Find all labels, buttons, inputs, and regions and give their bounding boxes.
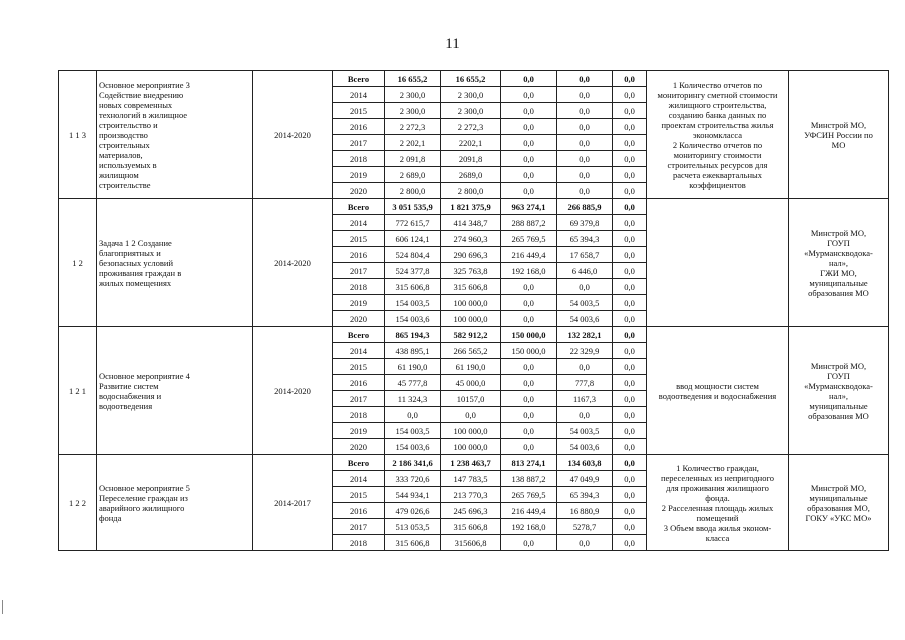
value-cell-c1: 2 300,0 bbox=[385, 87, 441, 103]
value-cell-c5: 0,0 bbox=[613, 279, 647, 295]
table-row bbox=[59, 199, 889, 215]
item-number: 1 2 2 bbox=[59, 455, 97, 551]
indicators-cell bbox=[647, 327, 789, 455]
item-name-line: Содействие внедрению bbox=[99, 89, 184, 100]
indicator-line: жилищного строительства, bbox=[668, 99, 767, 110]
year-cell: Всего bbox=[333, 199, 385, 215]
value-cell-c4: 54 003,5 bbox=[557, 295, 613, 311]
value-cell-c4: 54 003,6 bbox=[557, 439, 613, 455]
value-cell-c3: 0,0 bbox=[501, 87, 557, 103]
item-name-line: проживания граждан в bbox=[99, 267, 182, 278]
value-cell-c3: 150 000,0 bbox=[501, 327, 557, 343]
year-cell: 2018 bbox=[333, 407, 385, 423]
item-name-line: аварийного жилищного bbox=[99, 502, 185, 513]
executor-line: ГЖИ МО, bbox=[820, 267, 857, 278]
indicator-line: коэффициентов bbox=[689, 179, 746, 190]
item-period: 2014-2020 bbox=[253, 71, 333, 199]
table-row bbox=[59, 327, 889, 343]
item-name bbox=[97, 327, 253, 455]
value-cell-c1: 2 300,0 bbox=[385, 103, 441, 119]
table-row bbox=[59, 455, 889, 471]
item-name-line: технологий в жилищное bbox=[99, 109, 188, 120]
value-cell-c3: 0,0 bbox=[501, 311, 557, 327]
value-cell-c5: 0,0 bbox=[613, 311, 647, 327]
year-cell: 2018 bbox=[333, 151, 385, 167]
value-cell-c1: 479 026,6 bbox=[385, 503, 441, 519]
value-cell-c5: 0,0 bbox=[613, 119, 647, 135]
item-name bbox=[97, 455, 253, 551]
value-cell-c4: 0,0 bbox=[557, 135, 613, 151]
value-cell-c5: 0,0 bbox=[613, 263, 647, 279]
value-cell-c4: 266 885,9 bbox=[557, 199, 613, 215]
value-cell-c5: 0,0 bbox=[613, 183, 647, 199]
value-cell-c4: 54 003,5 bbox=[557, 423, 613, 439]
value-cell-c2: 100 000,0 bbox=[441, 295, 501, 311]
value-cell-c5: 0,0 bbox=[613, 487, 647, 503]
value-cell-c3: 150 000,0 bbox=[501, 343, 557, 359]
item-name-line: водоотведения bbox=[99, 400, 153, 411]
item-name-line: жилых помещениях bbox=[99, 277, 172, 288]
year-cell: 2020 bbox=[333, 183, 385, 199]
value-cell-c2: 245 696,3 bbox=[441, 503, 501, 519]
value-cell-c2: 1 238 463,7 bbox=[441, 455, 501, 471]
value-cell-c1: 16 655,2 bbox=[385, 71, 441, 87]
value-cell-c1: 154 003,5 bbox=[385, 423, 441, 439]
value-cell-c1: 513 053,5 bbox=[385, 519, 441, 535]
value-cell-c2: 582 912,2 bbox=[441, 327, 501, 343]
value-cell-c2: 2202,1 bbox=[441, 135, 501, 151]
indicators-cell bbox=[647, 71, 789, 199]
item-period: 2014-2020 bbox=[253, 199, 333, 327]
value-cell-c3: 0,0 bbox=[501, 375, 557, 391]
item-number: 1 2 1 bbox=[59, 327, 97, 455]
value-cell-c4: 0,0 bbox=[557, 535, 613, 551]
value-cell-c3: 0,0 bbox=[501, 407, 557, 423]
value-cell-c1: 772 615,7 bbox=[385, 215, 441, 231]
item-name-line: благоприятных и bbox=[99, 247, 161, 258]
value-cell-c3: 265 769,5 bbox=[501, 487, 557, 503]
value-cell-c5: 0,0 bbox=[613, 519, 647, 535]
executor-line: Минстрой МО, bbox=[810, 360, 867, 371]
table-body bbox=[59, 71, 889, 551]
indicator-line: 2 Расселенная площадь жилых bbox=[661, 502, 774, 513]
value-cell-c3: 265 769,5 bbox=[501, 231, 557, 247]
value-cell-c4: 134 603,8 bbox=[557, 455, 613, 471]
item-number: 1 2 bbox=[59, 199, 97, 327]
value-cell-c5: 0,0 bbox=[613, 359, 647, 375]
value-cell-c3: 0,0 bbox=[501, 423, 557, 439]
value-cell-c4: 0,0 bbox=[557, 359, 613, 375]
value-cell-c1: 2 272,3 bbox=[385, 119, 441, 135]
value-cell-c5: 0,0 bbox=[613, 87, 647, 103]
value-cell-c4: 5278,7 bbox=[557, 519, 613, 535]
executors-cell bbox=[789, 199, 889, 327]
year-cell: 2016 bbox=[333, 247, 385, 263]
value-cell-c2: 100 000,0 bbox=[441, 423, 501, 439]
indicator-line: переселенных из непригодного bbox=[660, 472, 775, 483]
indicator-line: мониторингу сметной стоимости bbox=[657, 89, 778, 100]
value-cell-c1: 3 051 535,9 bbox=[385, 199, 441, 215]
value-cell-c3: 0,0 bbox=[501, 71, 557, 87]
item-name-line: водоснабжения и bbox=[99, 390, 162, 401]
value-cell-c1: 2 202,1 bbox=[385, 135, 441, 151]
value-cell-c4: 0,0 bbox=[557, 71, 613, 87]
value-cell-c2: 1 821 375,9 bbox=[441, 199, 501, 215]
value-cell-c2: 100 000,0 bbox=[441, 439, 501, 455]
executor-line: муниципальные bbox=[809, 277, 868, 288]
value-cell-c4: 65 394,3 bbox=[557, 487, 613, 503]
year-cell: 2016 bbox=[333, 503, 385, 519]
value-cell-c5: 0,0 bbox=[613, 375, 647, 391]
indicator-line: 1 Количество отчетов по bbox=[672, 79, 763, 90]
value-cell-c3: 216 449,4 bbox=[501, 247, 557, 263]
item-name-line: фонда bbox=[99, 512, 122, 523]
value-cell-c3: 216 449,4 bbox=[501, 503, 557, 519]
indicator-line: строительных ресурсов для bbox=[667, 159, 768, 170]
year-cell: 2014 bbox=[333, 87, 385, 103]
value-cell-c1: 11 324,3 bbox=[385, 391, 441, 407]
executor-line: нал», bbox=[828, 390, 848, 401]
year-cell: 2015 bbox=[333, 359, 385, 375]
value-cell-c3: 0,0 bbox=[501, 103, 557, 119]
value-cell-c4: 0,0 bbox=[557, 103, 613, 119]
indicator-line: помещений bbox=[696, 512, 739, 523]
item-name-line: безопасных условий bbox=[99, 257, 174, 268]
year-cell: 2014 bbox=[333, 215, 385, 231]
value-cell-c1: 0,0 bbox=[385, 407, 441, 423]
item-number: 1 1 3 bbox=[59, 71, 97, 199]
value-cell-c4: 17 658,7 bbox=[557, 247, 613, 263]
executor-line: нал», bbox=[828, 257, 848, 268]
value-cell-c4: 0,0 bbox=[557, 119, 613, 135]
item-name-line: строительных bbox=[99, 139, 150, 150]
value-cell-c3: 0,0 bbox=[501, 439, 557, 455]
year-cell: 2015 bbox=[333, 487, 385, 503]
year-cell: 2020 bbox=[333, 439, 385, 455]
value-cell-c5: 0,0 bbox=[613, 71, 647, 87]
executor-line: ГОУП bbox=[827, 370, 850, 381]
value-cell-c5: 0,0 bbox=[613, 247, 647, 263]
value-cell-c5: 0,0 bbox=[613, 295, 647, 311]
value-cell-c5: 0,0 bbox=[613, 231, 647, 247]
year-cell: 2017 bbox=[333, 519, 385, 535]
value-cell-c5: 0,0 bbox=[613, 215, 647, 231]
value-cell-c5: 0,0 bbox=[613, 455, 647, 471]
item-name-line: Основное мероприятие 3 bbox=[99, 79, 190, 90]
value-cell-c2: 100 000,0 bbox=[441, 311, 501, 327]
value-cell-c1: 2 689,0 bbox=[385, 167, 441, 183]
value-cell-c4: 132 282,1 bbox=[557, 327, 613, 343]
executor-line: муниципальные bbox=[809, 492, 868, 503]
value-cell-c1: 154 003,6 bbox=[385, 439, 441, 455]
value-cell-c2: 16 655,2 bbox=[441, 71, 501, 87]
year-cell: 2016 bbox=[333, 119, 385, 135]
value-cell-c5: 0,0 bbox=[613, 167, 647, 183]
value-cell-c5: 0,0 bbox=[613, 391, 647, 407]
indicator-line: фонда. bbox=[705, 492, 730, 503]
item-name-line: Основное мероприятие 5 bbox=[99, 482, 190, 493]
value-cell-c4: 777,8 bbox=[557, 375, 613, 391]
value-cell-c2: 45 000,0 bbox=[441, 375, 501, 391]
value-cell-c4: 16 880,9 bbox=[557, 503, 613, 519]
value-cell-c5: 0,0 bbox=[613, 471, 647, 487]
year-cell: 2018 bbox=[333, 535, 385, 551]
value-cell-c3: 138 887,2 bbox=[501, 471, 557, 487]
value-cell-c3: 0,0 bbox=[501, 167, 557, 183]
executor-line: Минстрой МО, bbox=[810, 227, 867, 238]
value-cell-c1: 865 194,3 bbox=[385, 327, 441, 343]
value-cell-c4: 0,0 bbox=[557, 407, 613, 423]
item-name-line: Задача 1 2 Создание bbox=[99, 237, 172, 248]
value-cell-c5: 0,0 bbox=[613, 135, 647, 151]
value-cell-c4: 69 379,8 bbox=[557, 215, 613, 231]
scan-edge-mark bbox=[2, 600, 3, 614]
value-cell-c1: 2 800,0 bbox=[385, 183, 441, 199]
year-cell: 2017 bbox=[333, 135, 385, 151]
value-cell-c3: 0,0 bbox=[501, 279, 557, 295]
value-cell-c1: 606 124,1 bbox=[385, 231, 441, 247]
item-name-line: жилищном bbox=[99, 169, 139, 180]
value-cell-c2: 147 783,5 bbox=[441, 471, 501, 487]
year-cell: 2015 bbox=[333, 103, 385, 119]
value-cell-c2: 315606,8 bbox=[441, 535, 501, 551]
year-cell: 2020 bbox=[333, 311, 385, 327]
value-cell-c2: 0,0 bbox=[441, 407, 501, 423]
value-cell-c3: 0,0 bbox=[501, 535, 557, 551]
value-cell-c2: 315 606,8 bbox=[441, 279, 501, 295]
executor-line: УФСИН России по bbox=[804, 129, 873, 140]
program-financing-table bbox=[58, 70, 889, 551]
value-cell-c1: 61 190,0 bbox=[385, 359, 441, 375]
year-cell: Всего bbox=[333, 327, 385, 343]
item-period: 2014-2017 bbox=[253, 455, 333, 551]
indicator-line: водоотведения и водоснабжения bbox=[658, 390, 777, 401]
item-name-line: Переселение граждан из bbox=[99, 492, 188, 503]
value-cell-c3: 0,0 bbox=[501, 119, 557, 135]
year-cell: 2014 bbox=[333, 471, 385, 487]
item-name-line: материалов, bbox=[99, 149, 143, 160]
executors-cell bbox=[789, 327, 889, 455]
value-cell-c2: 315 606,8 bbox=[441, 519, 501, 535]
indicator-line: ввод мощности систем bbox=[676, 380, 759, 391]
value-cell-c2: 2 800,0 bbox=[441, 183, 501, 199]
executor-line: муниципальные bbox=[809, 400, 868, 411]
indicator-line: расчета ежеквартальных bbox=[673, 169, 762, 180]
indicator-line: 1 Количество граждан, bbox=[676, 462, 759, 473]
value-cell-c5: 0,0 bbox=[613, 407, 647, 423]
year-cell: 2018 bbox=[333, 279, 385, 295]
value-cell-c5: 0,0 bbox=[613, 199, 647, 215]
indicator-line: мониторингу стоимости bbox=[673, 149, 762, 160]
item-name-line: строительство и bbox=[99, 119, 158, 130]
value-cell-c5: 0,0 bbox=[613, 439, 647, 455]
value-cell-c3: 288 887,2 bbox=[501, 215, 557, 231]
value-cell-c4: 6 446,0 bbox=[557, 263, 613, 279]
value-cell-c4: 0,0 bbox=[557, 279, 613, 295]
year-cell: 2014 bbox=[333, 343, 385, 359]
value-cell-c3: 0,0 bbox=[501, 391, 557, 407]
executors-cell bbox=[789, 71, 889, 199]
item-period: 2014-2020 bbox=[253, 327, 333, 455]
value-cell-c5: 0,0 bbox=[613, 423, 647, 439]
value-cell-c5: 0,0 bbox=[613, 151, 647, 167]
value-cell-c1: 154 003,6 bbox=[385, 311, 441, 327]
value-cell-c3: 0,0 bbox=[501, 295, 557, 311]
value-cell-c4: 65 394,3 bbox=[557, 231, 613, 247]
value-cell-c5: 0,0 bbox=[613, 503, 647, 519]
value-cell-c2: 213 770,3 bbox=[441, 487, 501, 503]
value-cell-c3: 0,0 bbox=[501, 151, 557, 167]
value-cell-c2: 2 300,0 bbox=[441, 87, 501, 103]
indicator-line: созданию банка данных по bbox=[668, 109, 767, 120]
indicator-line: 3 Объем ввода жилья эконом- bbox=[663, 522, 772, 533]
value-cell-c1: 524 804,4 bbox=[385, 247, 441, 263]
value-cell-c5: 0,0 bbox=[613, 535, 647, 551]
executor-line: Минстрой МО, bbox=[810, 482, 867, 493]
value-cell-c2: 274 960,3 bbox=[441, 231, 501, 247]
item-name-line: новых современных bbox=[99, 99, 173, 110]
item-name-line: производство bbox=[99, 129, 148, 140]
executor-line: образования МО, bbox=[807, 502, 870, 513]
value-cell-c1: 2 091,8 bbox=[385, 151, 441, 167]
year-cell: Всего bbox=[333, 71, 385, 87]
indicator-line: для проживания жилищного bbox=[666, 482, 769, 493]
value-cell-c3: 963 274,1 bbox=[501, 199, 557, 215]
indicator-line: 2 Количество отчетов по bbox=[672, 139, 763, 150]
value-cell-c5: 0,0 bbox=[613, 103, 647, 119]
value-cell-c2: 2091,8 bbox=[441, 151, 501, 167]
value-cell-c4: 0,0 bbox=[557, 167, 613, 183]
year-cell: Всего bbox=[333, 455, 385, 471]
value-cell-c2: 2689,0 bbox=[441, 167, 501, 183]
table-row bbox=[59, 71, 889, 87]
value-cell-c1: 2 186 341,6 bbox=[385, 455, 441, 471]
value-cell-c3: 0,0 bbox=[501, 359, 557, 375]
value-cell-c4: 47 049,9 bbox=[557, 471, 613, 487]
value-cell-c1: 544 934,1 bbox=[385, 487, 441, 503]
value-cell-c1: 154 003,5 bbox=[385, 295, 441, 311]
value-cell-c1: 524 377,8 bbox=[385, 263, 441, 279]
page-number: 11 bbox=[445, 36, 460, 52]
indicator-line: экономкласса bbox=[692, 129, 743, 140]
indicator-line: проектам строительства жилья bbox=[661, 119, 774, 130]
value-cell-c3: 0,0 bbox=[501, 183, 557, 199]
executor-line: «Мурманскводока- bbox=[804, 247, 873, 258]
value-cell-c4: 0,0 bbox=[557, 151, 613, 167]
item-name bbox=[97, 71, 253, 199]
value-cell-c1: 333 720,6 bbox=[385, 471, 441, 487]
value-cell-c4: 0,0 bbox=[557, 87, 613, 103]
value-cell-c1: 438 895,1 bbox=[385, 343, 441, 359]
executor-line: ГОУП bbox=[827, 237, 850, 248]
executor-line: «Мурманскводока- bbox=[804, 380, 873, 391]
year-cell: 2017 bbox=[333, 391, 385, 407]
value-cell-c3: 813 274,1 bbox=[501, 455, 557, 471]
item-name bbox=[97, 199, 253, 327]
item-name-line: Развитие систем bbox=[99, 380, 159, 391]
item-name-line: используемых в bbox=[99, 159, 157, 170]
value-cell-c2: 61 190,0 bbox=[441, 359, 501, 375]
value-cell-c1: 45 777,8 bbox=[385, 375, 441, 391]
value-cell-c2: 290 696,3 bbox=[441, 247, 501, 263]
executor-line: МО bbox=[831, 139, 846, 150]
value-cell-c2: 2 300,0 bbox=[441, 103, 501, 119]
item-name-line: Основное мероприятие 4 bbox=[99, 370, 190, 381]
value-cell-c2: 10157,0 bbox=[441, 391, 501, 407]
value-cell-c1: 315 606,8 bbox=[385, 279, 441, 295]
executors-cell bbox=[789, 455, 889, 551]
executor-line: ГОКУ «УКС МО» bbox=[805, 512, 872, 523]
indicators-cell bbox=[647, 199, 789, 327]
year-cell: 2019 bbox=[333, 167, 385, 183]
executor-line: образования МО bbox=[808, 287, 869, 298]
value-cell-c4: 0,0 bbox=[557, 183, 613, 199]
item-name-line: строительстве bbox=[99, 179, 151, 190]
value-cell-c2: 414 348,7 bbox=[441, 215, 501, 231]
year-cell: 2017 bbox=[333, 263, 385, 279]
value-cell-c3: 192 168,0 bbox=[501, 519, 557, 535]
indicators-cell bbox=[647, 455, 789, 551]
value-cell-c3: 192 168,0 bbox=[501, 263, 557, 279]
value-cell-c1: 315 606,8 bbox=[385, 535, 441, 551]
year-cell: 2016 bbox=[333, 375, 385, 391]
value-cell-c4: 22 329,9 bbox=[557, 343, 613, 359]
year-cell: 2015 bbox=[333, 231, 385, 247]
value-cell-c2: 2 272,3 bbox=[441, 119, 501, 135]
value-cell-c2: 325 763,8 bbox=[441, 263, 501, 279]
value-cell-c5: 0,0 bbox=[613, 343, 647, 359]
year-cell: 2019 bbox=[333, 295, 385, 311]
value-cell-c5: 0,0 bbox=[613, 327, 647, 343]
year-cell: 2019 bbox=[333, 423, 385, 439]
value-cell-c4: 1167,3 bbox=[557, 391, 613, 407]
value-cell-c2: 266 565,2 bbox=[441, 343, 501, 359]
executor-line: Минстрой МО, bbox=[810, 119, 867, 130]
value-cell-c4: 54 003,6 bbox=[557, 311, 613, 327]
executor-line: образования МО bbox=[808, 410, 869, 421]
indicator-line: класса bbox=[705, 532, 730, 543]
value-cell-c3: 0,0 bbox=[501, 135, 557, 151]
